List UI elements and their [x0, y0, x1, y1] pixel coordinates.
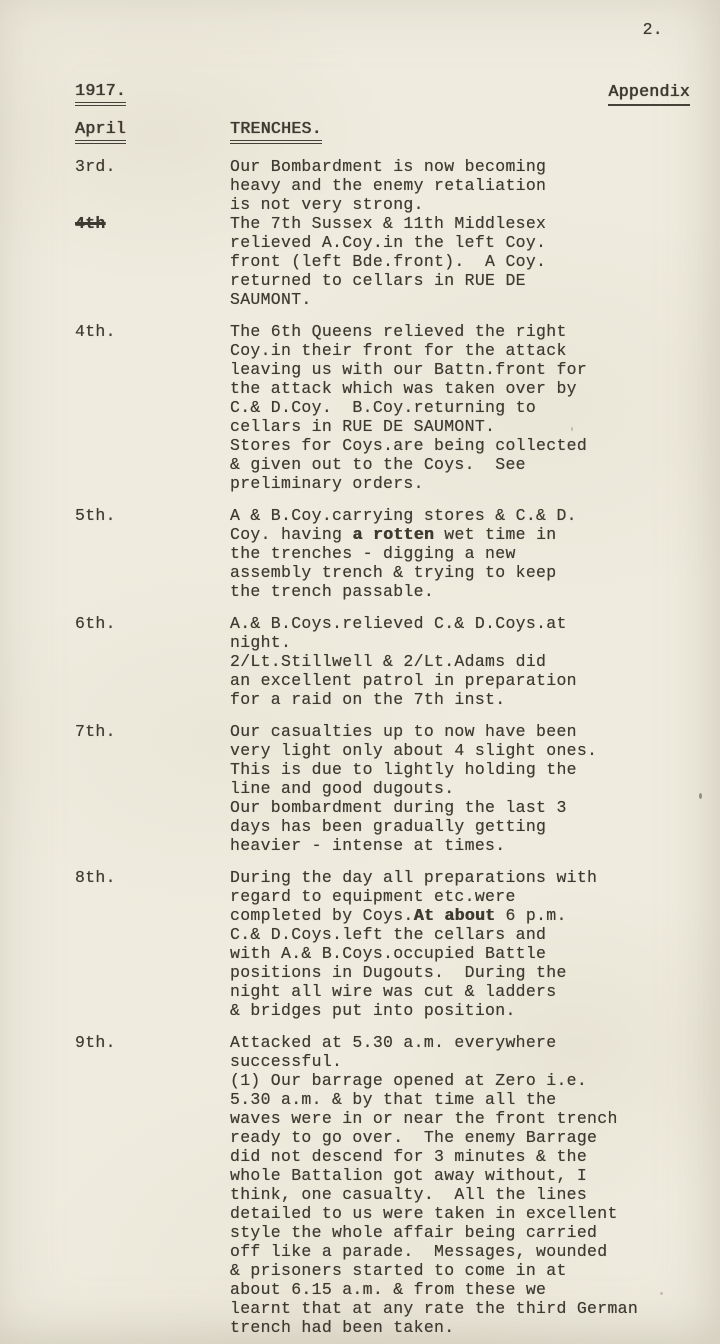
- entry-date: 4th: [75, 214, 106, 233]
- entry-row: [75, 157, 690, 214]
- document-subheader: [75, 119, 690, 144]
- entry-line: relieved A.Coy.in the left Coy.: [230, 233, 547, 252]
- entry-row: [75, 614, 690, 709]
- entry-line: trench had been taken.: [230, 1318, 455, 1337]
- entry-line: A & B.Coy.carrying stores & C.& D.: [230, 506, 577, 525]
- entry-body: [230, 506, 577, 601]
- entry-body: [230, 868, 597, 1020]
- entry-line: C.& D.Coy. B.Coy.returning to: [230, 398, 537, 417]
- entry-date: 5th.: [75, 506, 116, 525]
- entry-line: the trenches - digging a new: [230, 544, 516, 563]
- paper-speck: [699, 793, 702, 799]
- entry-body: [230, 214, 546, 309]
- month-heading: April: [75, 119, 126, 144]
- entry-line: assembly trench & trying to keep: [230, 563, 557, 582]
- entry-row: [75, 868, 690, 1020]
- entry-body: [230, 722, 597, 855]
- entry-line: completed by Coys.At about 6 p.m.: [230, 906, 567, 925]
- entry-line: & prisoners started to come in at: [230, 1261, 567, 1280]
- entry-line: Coy.in their front for the attack: [230, 341, 567, 360]
- entry-line: This is due to lightly holding the: [230, 760, 577, 779]
- page-number: 2.: [642, 20, 663, 39]
- entry-line: detailed to us were taken in excellent: [230, 1204, 618, 1223]
- paper-speck: [571, 427, 573, 431]
- entry-line: front (left Bde.front). A Coy.: [230, 252, 547, 271]
- entry-line: with A.& B.Coys.occupied Battle: [230, 944, 547, 963]
- year-heading: 1917.: [75, 81, 126, 106]
- diary-entries: [75, 157, 690, 1337]
- entry-line: Stores for Coys.are being collected: [230, 436, 588, 455]
- entry-date: 4th.: [75, 322, 116, 341]
- appendix-heading: Appendix: [608, 82, 690, 106]
- entry-line: very light only about 4 slight ones.: [230, 741, 598, 760]
- entry-date: 3rd.: [75, 157, 116, 176]
- entry-line: heavy and the enemy retaliation: [230, 176, 547, 195]
- entry-line: positions in Dugouts. During the: [230, 963, 567, 982]
- entry-body: [230, 157, 546, 214]
- entry-line: learnt that at any rate the third German: [230, 1299, 639, 1318]
- entry-row: [75, 1033, 690, 1337]
- entry-line: heavier - intense at times.: [230, 836, 506, 855]
- entry-line: During the day all preparations with: [230, 868, 598, 887]
- entry-line: days has been gradually getting: [230, 817, 547, 836]
- entry-row: [75, 722, 690, 855]
- entry-line: ready to go over. The enemy Barrage: [230, 1128, 598, 1147]
- entry-line: think, one casualty. All the lines: [230, 1185, 588, 1204]
- entry-row: [75, 506, 690, 601]
- entry-line: waves were in or near the front trench: [230, 1109, 618, 1128]
- entry-line: did not descend for 3 minutes & the: [230, 1147, 588, 1166]
- entry-line: for a raid on the 7th inst.: [230, 690, 506, 709]
- entry-line: Our Bombardment is now becoming: [230, 157, 547, 176]
- entry-line: about 6.15 a.m. & from these we: [230, 1280, 547, 1299]
- entry-line: an excellent patrol in preparation: [230, 671, 577, 690]
- document-header: [75, 81, 690, 106]
- entry-line: returned to cellars in RUE DE: [230, 271, 526, 290]
- document-title: TRENCHES.: [230, 119, 322, 144]
- entry-body: [230, 322, 587, 493]
- entry-line: Our casualties up to now have been: [230, 722, 577, 741]
- entry-line: A.& B.Coys.relieved C.& D.Coys.at: [230, 614, 567, 633]
- entry-line: the trench passable.: [230, 582, 435, 601]
- entry-line: Our bombardment during the last 3: [230, 798, 567, 817]
- entry-line: SAUMONT.: [230, 290, 312, 309]
- entry-line: & bridges put into position.: [230, 1001, 516, 1020]
- entry-date: 8th.: [75, 868, 116, 887]
- entry-date: 9th.: [75, 1033, 116, 1052]
- entry-line: 2/Lt.Stillwell & 2/Lt.Adams did: [230, 652, 547, 671]
- entry-line: The 6th Queens relieved the right: [230, 322, 567, 341]
- entry-line: & given out to the Coys. See: [230, 455, 526, 474]
- entry-line: night.: [230, 633, 292, 652]
- overtyped-text: a rotten: [352, 525, 435, 544]
- month-column: [75, 119, 230, 144]
- entry-line: is not very strong.: [230, 195, 424, 214]
- entry-date: 7th.: [75, 722, 116, 741]
- entry-line: preliminary orders.: [230, 474, 424, 493]
- entry-line: whole Battalion got away without, I: [230, 1166, 588, 1185]
- entry-row: [75, 322, 690, 493]
- entry-row: [75, 214, 690, 309]
- entry-line: off like a parade. Messages, wounded: [230, 1242, 608, 1261]
- entry-line: Attacked at 5.30 a.m. everywhere: [230, 1033, 557, 1052]
- entry-line: regard to equipment etc.were: [230, 887, 516, 906]
- entry-body: [230, 614, 577, 709]
- paper-speck: [660, 1292, 663, 1295]
- entry-line: the attack which was taken over by: [230, 379, 577, 398]
- entry-line: style the whole affair being carried: [230, 1223, 598, 1242]
- entry-body: [230, 1033, 638, 1337]
- overtyped-text: At about: [413, 906, 496, 925]
- entry-line: 5.30 a.m. & by that time all the: [230, 1090, 557, 1109]
- entry-line: (1) Our barrage opened at Zero i.e.: [230, 1071, 588, 1090]
- entry-line: C.& D.Coys.left the cellars and: [230, 925, 547, 944]
- page-number-row: [75, 20, 690, 39]
- entry-line: leaving us with our Battn.front for: [230, 360, 588, 379]
- entry-line: Coy. having a rotten wet time in: [230, 525, 557, 544]
- entry-line: line and good dugouts.: [230, 779, 455, 798]
- entry-date: 6th.: [75, 614, 116, 633]
- entry-line: successful.: [230, 1052, 343, 1071]
- entry-line: cellars in RUE DE SAUMONT.: [230, 417, 496, 436]
- entry-line: night all wire was cut & ladders: [230, 982, 557, 1001]
- entry-line: The 7th Sussex & 11th Middlesex: [230, 214, 547, 233]
